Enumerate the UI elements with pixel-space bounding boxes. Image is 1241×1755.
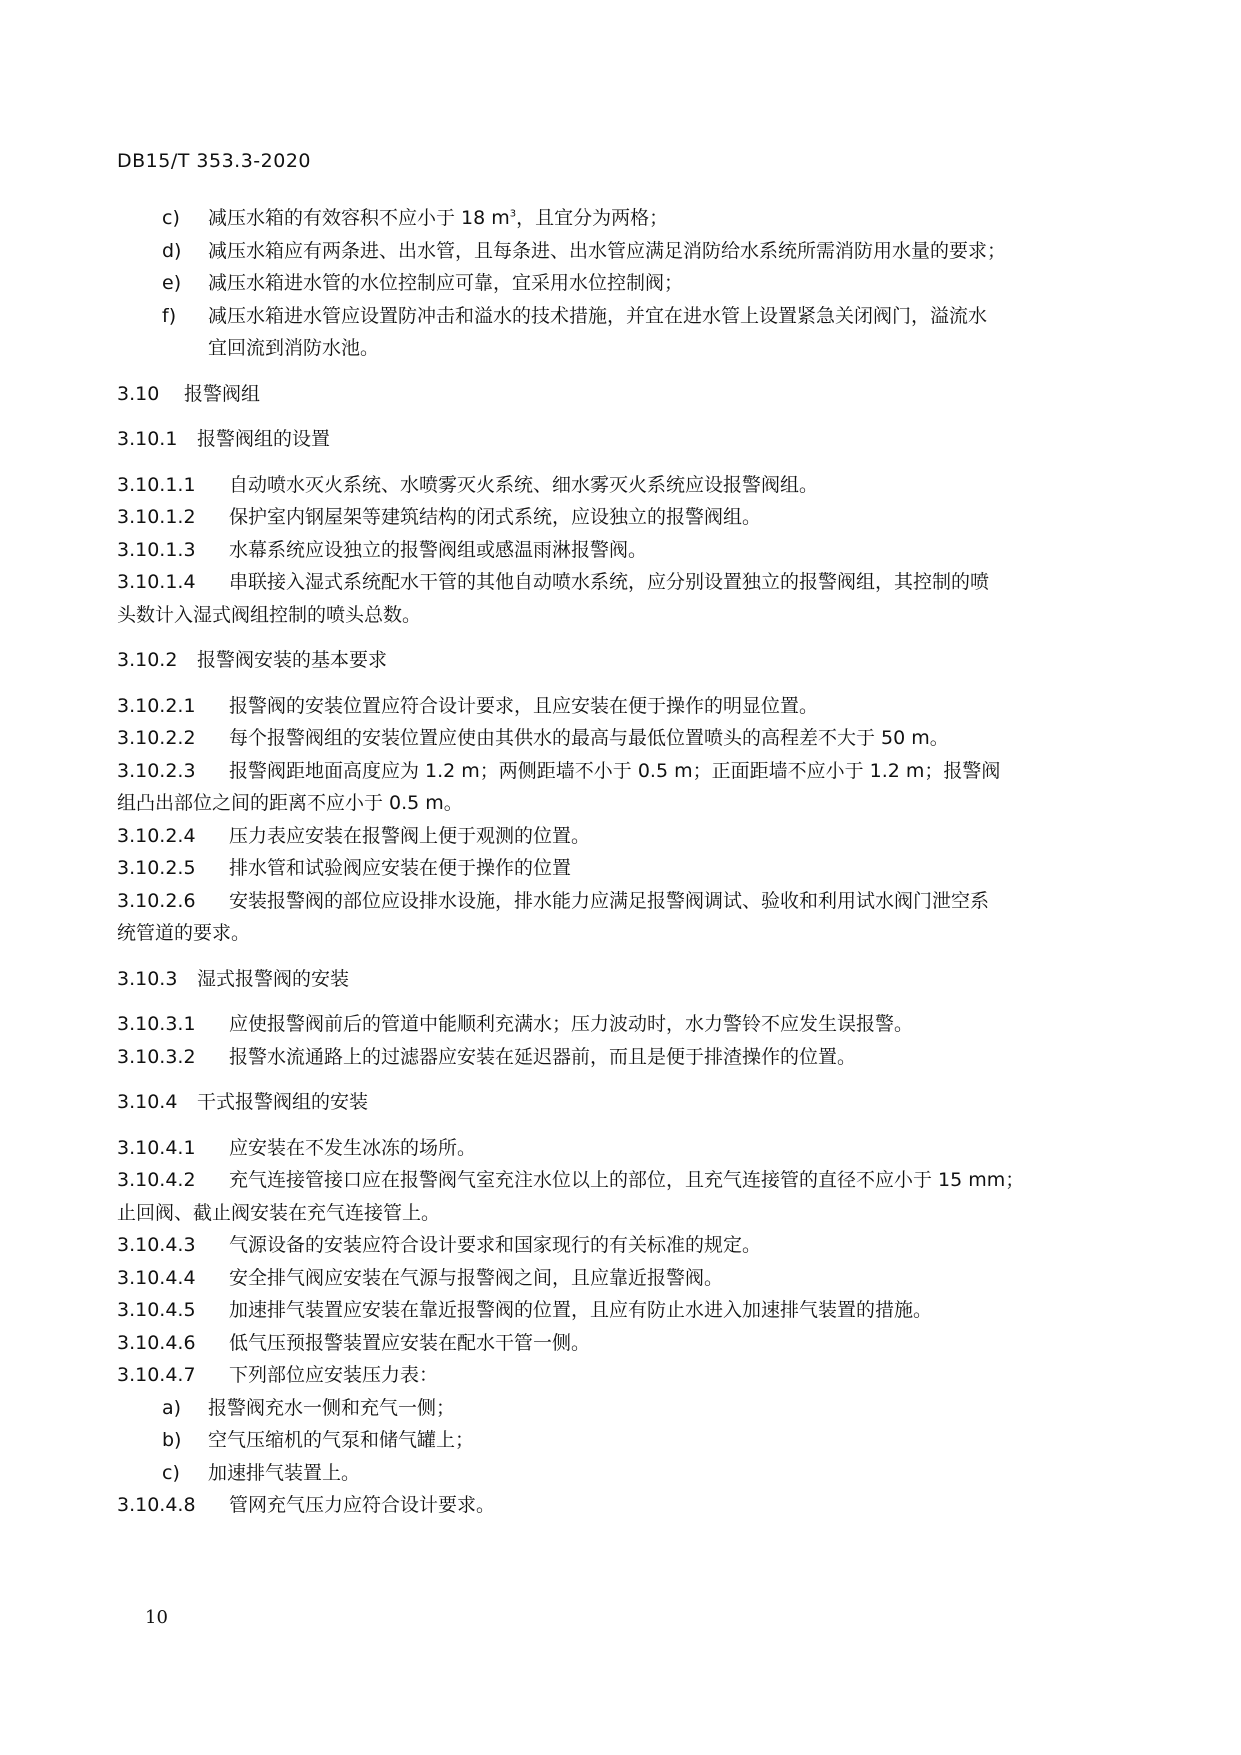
document-body: [117, 202, 1107, 1522]
list-item-label: f): [162, 304, 177, 327]
clause-text: 管网充气压力应符合设计要求。: [229, 1494, 496, 1516]
list-item-text: 减压水箱进水管的水位控制应可靠，宜采用水位控制阀；: [208, 272, 684, 294]
list-item-text: 减压水箱应有两条进、出水管，且每条进、出水管应满足消防给水系统所需消防用水量的要求；: [208, 239, 1007, 262]
clause-number: 3.10.3.1: [117, 1013, 196, 1035]
list-item-continuation: 宜回流到消防水池。: [208, 337, 380, 359]
subsection-number: 3.10.2: [117, 649, 178, 671]
clause: [117, 1294, 1107, 1327]
clause: [117, 820, 1107, 853]
clause-text: 安装报警阀的部位应设排水设施，排水能力应满足报警阀调试、验收和利用试水阀门泄空系: [229, 889, 990, 912]
clause: [117, 1132, 1107, 1165]
clause: [117, 534, 1107, 567]
clause: [117, 755, 1107, 788]
sub-list-label: a): [162, 1396, 182, 1419]
clause-text: 报警阀距地面高度应为 1.2 m；两侧距墙不小于 0.5 m；正面距墙不应小于 1.2 m；报警阀: [229, 759, 1001, 782]
sub-list-item: [117, 1392, 1107, 1425]
clause-text: 保护室内钢屋架等建筑结构的闭式系统，应设独立的报警阀组。: [229, 506, 762, 528]
clause-number: 3.10.2.4: [117, 824, 196, 847]
clause: [117, 501, 1107, 534]
clause-text: 加速排气装置应安装在靠近报警阀的位置，且应有防止水进入加速排气装置的措施。: [229, 1299, 933, 1321]
clause-text: 报警水流通路上的过滤器应安装在延迟器前，而且是便于排渣操作的位置。: [229, 1045, 857, 1068]
clause-number: 3.10.1.4: [117, 571, 196, 593]
subsection-title: 湿式报警阀的安装: [197, 967, 350, 990]
subsection-title: 报警阀安装的基本要求: [197, 649, 388, 671]
clause-text: 压力表应安装在报警阀上便于观测的位置。: [229, 824, 591, 847]
list-item-text: 减压水箱的有效容积不应小于 18 $m^3$，且宜分为两格；: [208, 207, 669, 229]
list-item: [117, 300, 1107, 333]
clause: [117, 885, 1107, 918]
clause-number: 3.10.3.2: [117, 1045, 196, 1068]
sub-list-label: c): [162, 1461, 180, 1484]
clause-text: 报警阀的安装位置应符合设计要求，且应安装在便于操作的明显位置。: [229, 694, 819, 717]
clause-text: 低气压预报警装置应安装在配水干管一侧。: [229, 1331, 591, 1354]
clause: [117, 1008, 1107, 1041]
subsection-number: 3.10.1: [117, 428, 178, 450]
clause-number: 3.10.4.7: [117, 1364, 196, 1386]
clause-number: 3.10.1.2: [117, 506, 196, 528]
clause-number: 3.10.4.3: [117, 1234, 196, 1256]
list-item-label: c): [162, 207, 180, 229]
clause-number: 3.10.2.1: [117, 694, 196, 717]
clause-text: 充气连接管接口应在报警阀气室充注水位以上的部位，且充气连接管的直径不应小于 15 mm；: [229, 1169, 1025, 1191]
page-number: 10: [145, 1607, 168, 1628]
clause: [117, 852, 1107, 885]
clause: [117, 1327, 1107, 1360]
clause-number: 3.10.4.8: [117, 1494, 196, 1516]
section-title: 报警阀组: [184, 382, 261, 405]
subsection-title: 报警阀组的设置: [197, 428, 331, 450]
sub-list-item: [117, 1457, 1107, 1490]
clause-text: 串联接入湿式系统配水干管的其他自动喷水系统，应分别设置独立的报警阀组，其控制的喷: [229, 571, 990, 593]
clause-text: 下列部位应安装压力表：: [229, 1364, 439, 1386]
sub-list-label: b): [162, 1429, 182, 1451]
clause: [117, 566, 1107, 599]
clause: [117, 1262, 1107, 1295]
subsection-heading: [117, 1086, 1107, 1119]
subsection-heading: [117, 963, 1107, 996]
clause-text: 每个报警阀组的安装位置应使由其供水的最高与最低位置喷头的高程差不大于 50 m。: [229, 727, 949, 749]
list-item: [117, 202, 1107, 235]
clause: [117, 1164, 1107, 1197]
list-item: [117, 235, 1107, 268]
clause-continuation: 头数计入湿式阀组控制的喷头总数。: [117, 603, 422, 626]
clause-text: 应使报警阀前后的管道中能顺利充满水；压力波动时，水力警铃不应发生误报警。: [229, 1013, 914, 1035]
clause-continuation: 统管道的要求。: [117, 922, 251, 944]
clause-number: 3.10.2.6: [117, 889, 196, 912]
section-number: 3.10: [117, 382, 160, 405]
list-item-text: 减压水箱进水管应设置防冲击和溢水的技术措施，并宜在进水管上设置紧急关闭阀门，溢流水: [208, 304, 988, 327]
subsection-title: 干式报警阀组的安装: [197, 1091, 369, 1113]
subsection-heading: [117, 644, 1107, 677]
sub-list-item: [117, 1424, 1107, 1457]
clause: [117, 469, 1107, 502]
clause-number: 3.10.1.3: [117, 538, 196, 561]
list-item: [117, 267, 1107, 300]
superscript: 3: [509, 208, 517, 220]
clause-continuation: 组凸出部位之间的距离不应小于 0.5 m。: [117, 792, 463, 814]
clause-text: 气源设备的安装应符合设计要求和国家现行的有关标准的规定。: [229, 1234, 762, 1256]
subsection-number: 3.10.4: [117, 1091, 178, 1113]
clause-text: 排水管和试验阀应安装在便于操作的位置: [229, 857, 572, 879]
clause: [117, 690, 1107, 723]
clause-number: 3.10.2.2: [117, 727, 196, 749]
clause-number: 3.10.4.1: [117, 1136, 196, 1159]
list-item-label: d): [162, 239, 182, 262]
subsection-heading: [117, 423, 1107, 456]
clause-number: 3.10.1.1: [117, 473, 196, 496]
clause-number: 3.10.2.3: [117, 759, 196, 782]
clause-number: 3.10.2.5: [117, 857, 196, 879]
clause-number: 3.10.4.6: [117, 1331, 196, 1354]
clause-number: 3.10.4.4: [117, 1266, 196, 1289]
clause: [117, 1041, 1107, 1074]
sub-list-text: 空气压缩机的气泵和储气罐上；: [208, 1429, 475, 1451]
subsection-number: 3.10.3: [117, 967, 178, 990]
clause: [117, 1359, 1107, 1392]
document-code-header: DB15/T 353.3-2020: [117, 150, 311, 172]
clause-text: 自动喷水灭火系统、水喷雾灭火系统、细水雾灭火系统应设报警阀组。: [229, 473, 819, 496]
list-item-label: e): [162, 272, 182, 294]
clause: [117, 722, 1107, 755]
clause: [117, 1229, 1107, 1262]
clause-number: 3.10.4.5: [117, 1299, 196, 1321]
sub-list-text: 加速排气装置上。: [208, 1461, 361, 1484]
clause-text: 水幕系统应设独立的报警阀组或感温雨淋报警阀。: [229, 538, 648, 561]
clause: [117, 1489, 1107, 1522]
clause-text: 安全排气阀应安装在气源与报警阀之间，且应靠近报警阀。: [229, 1266, 724, 1289]
clause-text: 应安装在不发生冰冻的场所。: [229, 1136, 477, 1159]
clause-continuation: 止回阀、截止阀安装在充气连接管上。: [117, 1201, 441, 1224]
sub-list-text: 报警阀充水一侧和充气一侧；: [208, 1396, 456, 1419]
clause-number: 3.10.4.2: [117, 1169, 196, 1191]
section-heading: [117, 378, 1107, 411]
